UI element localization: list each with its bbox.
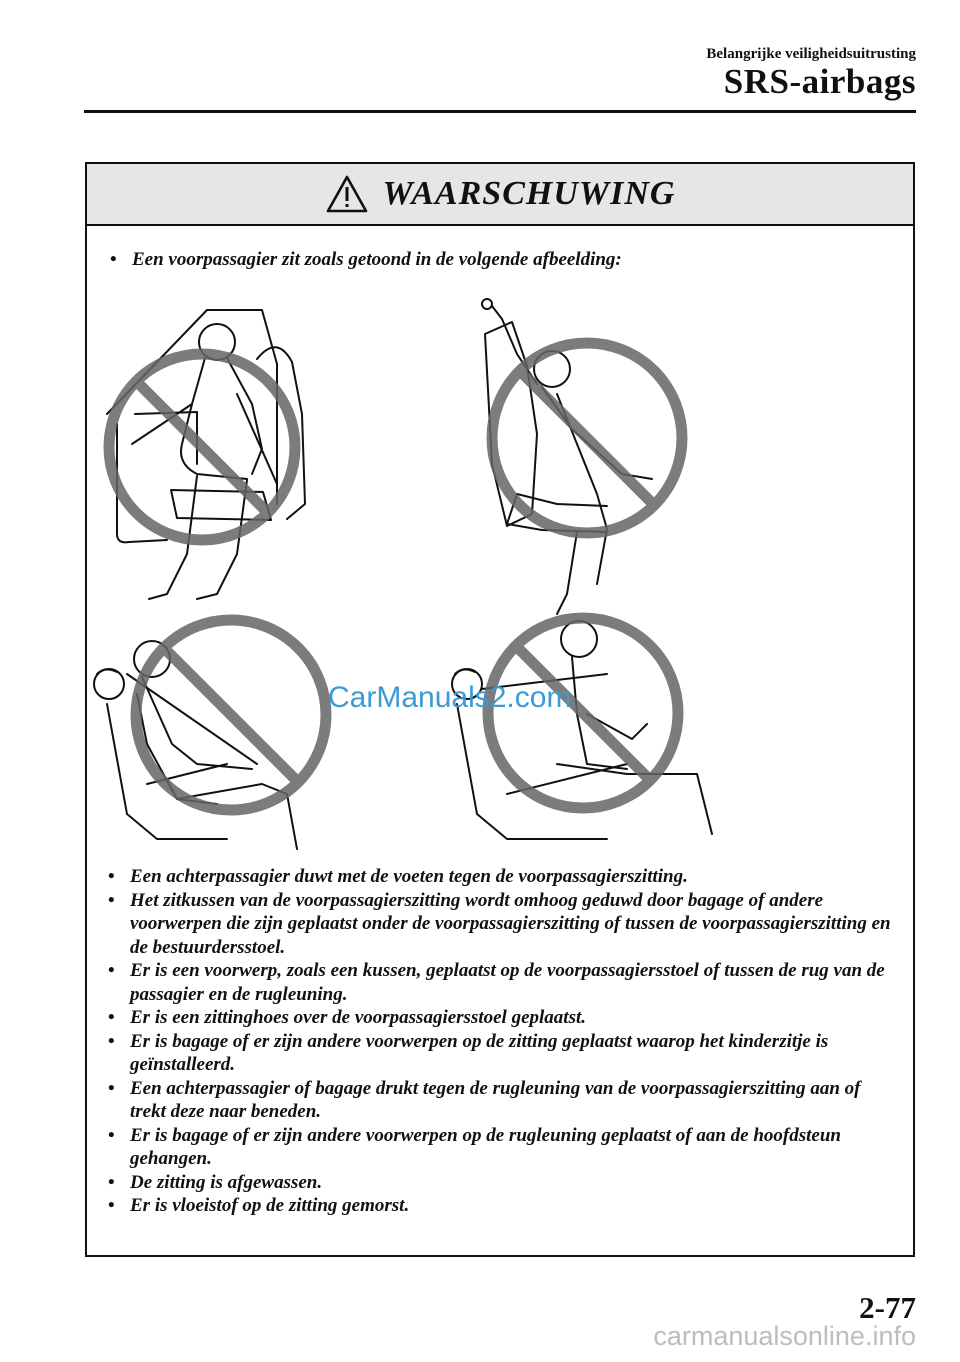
intro-list <box>110 248 893 272</box>
section-title: Belangrijke veiligheidsuitrusting <box>706 46 916 62</box>
list-item: • Er is bagage of er zijn andere voorwerpen op de rugleuning geplaatst of aan de hoofdsteun gehangen. <box>108 1124 896 1171</box>
list-item: • Er is een zittinghoes over de voorpassagiersstoel geplaatst. <box>108 1006 896 1030</box>
warning-list <box>108 865 896 1218</box>
prohibition-symbol-3 <box>136 620 326 810</box>
list-item: • Het zitkussen van de voorpassagierszitting wordt omhoog geduwd door bagage of andere voorwerpen die zijn geplaatst onder de voorpassagierszitting of tussen de voorpassagierszitting en de bestuurdersstoel. <box>108 889 896 960</box>
watermark-text: CarManuals2.com <box>328 681 572 714</box>
prohibition-symbol-1 <box>109 354 295 540</box>
page-number: 2-77 <box>859 1290 916 1325</box>
list-item: • Een achterpassagier duwt met de voeten tegen de voorpassagierszitting. <box>108 865 896 889</box>
warning-title: WAARSCHUWING <box>382 175 676 212</box>
list-item: • Een achterpassagier of bagage drukt tegen de rugleuning van de voorpassagierszitting aan of trekt deze naar beneden. <box>108 1077 896 1124</box>
list-item: • Er is een voorwerp, zoals een kussen, geplaatst op de voorpassagiersstoel of tussen de rug van de passagier en de rugleuning. <box>108 959 896 1006</box>
incorrect-seating-illustration <box>87 294 913 854</box>
warning-header <box>87 164 913 226</box>
header-divider <box>84 110 916 113</box>
list-item: • Een voorpassagier zit zoals getoond in de volgende afbeelding: <box>110 248 893 272</box>
list-item: • Er is bagage of er zijn andere voorwerpen op de zitting geplaatst waarop het kinderzitje is geïnstalleerd. <box>108 1030 896 1077</box>
warning-triangle-icon <box>325 174 369 214</box>
list-item: • De zitting is afgewassen. <box>108 1171 896 1195</box>
page-title: SRS-airbags <box>723 62 916 101</box>
list-item: • Er is vloeistof op de zitting gemorst. <box>108 1194 896 1218</box>
footer-site-link[interactable]: carmanualsonline.info <box>653 1321 916 1351</box>
